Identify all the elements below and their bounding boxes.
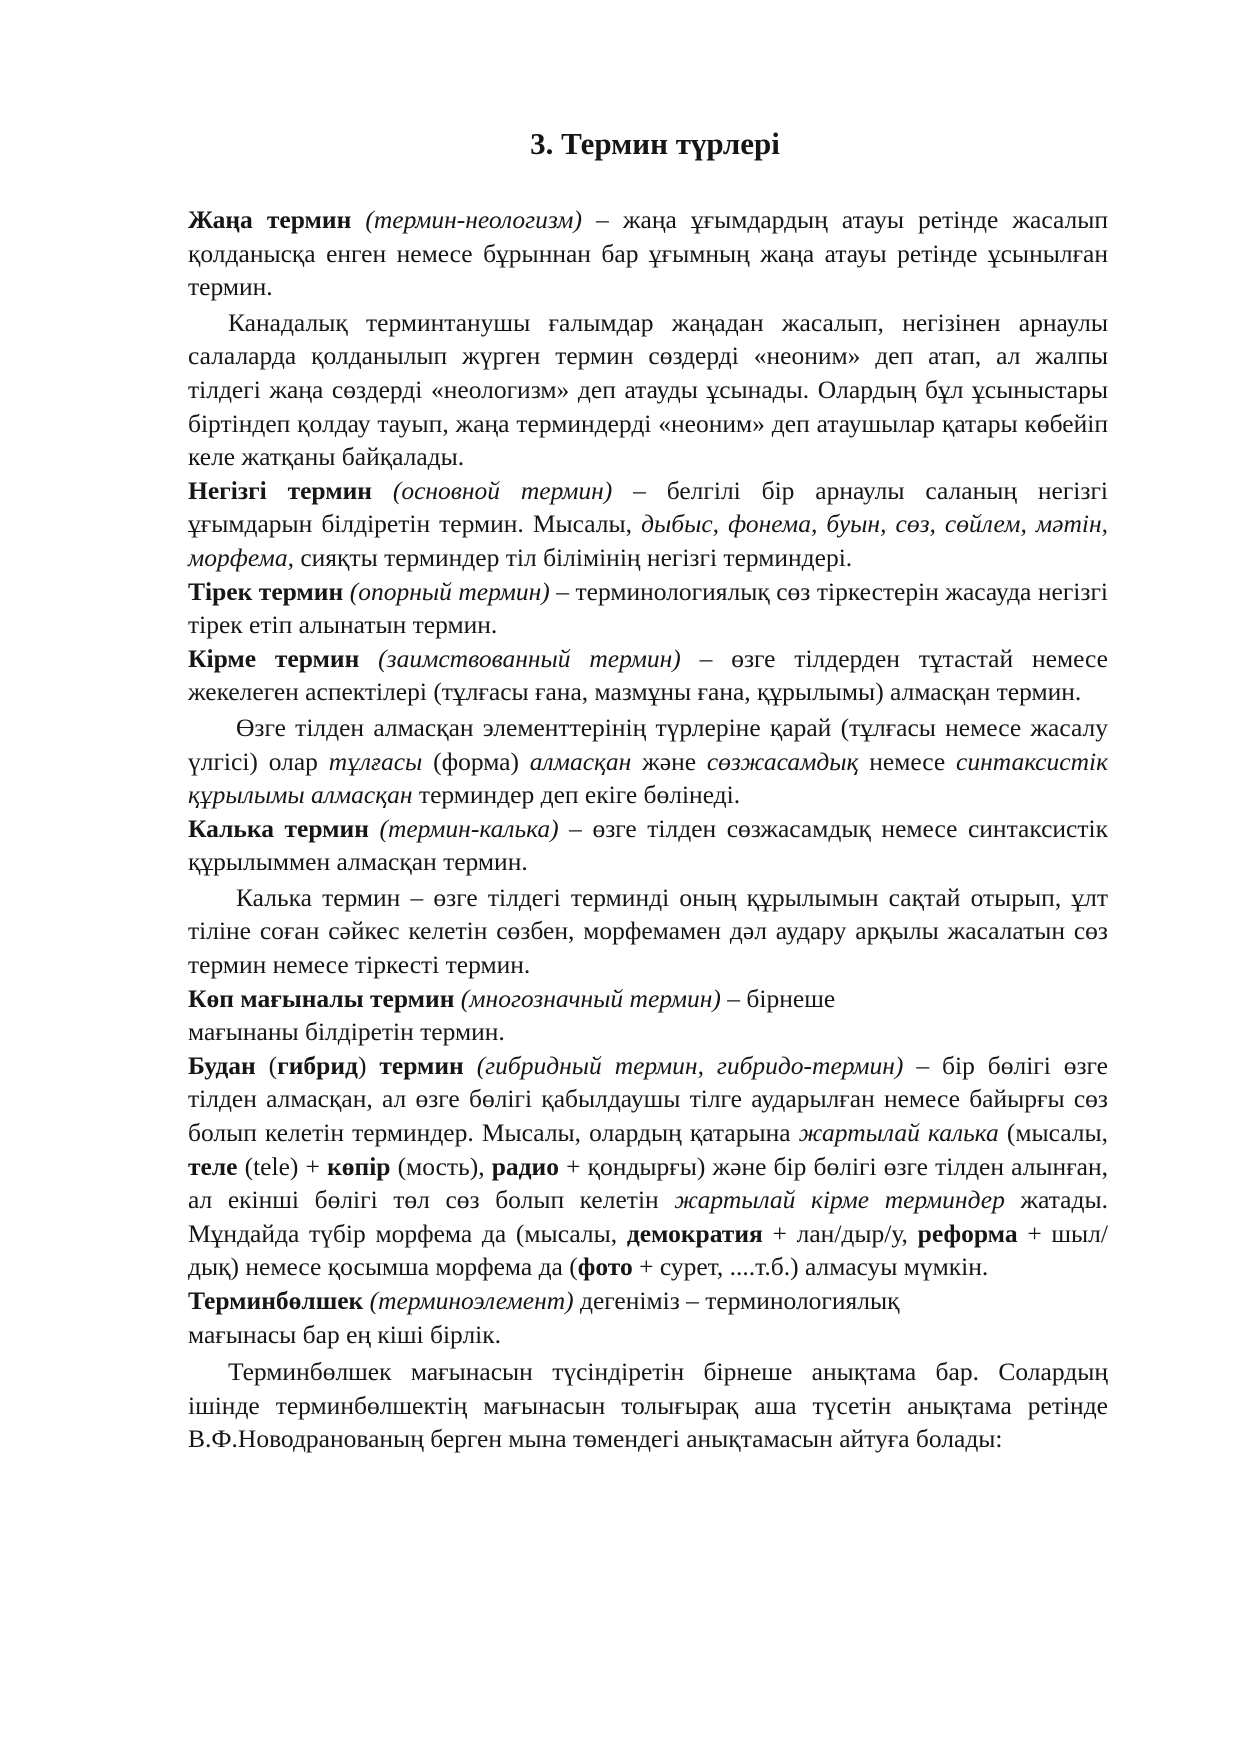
paragraph-calque-explanation: Калька термин – өзге тілдегі терминді оның құрылымын сақтай отырып, ұлт тіліне соған сәйкес келетін сөзбен, морфемамен дәл аудару арқылы жасалатын сөз термин немесе тіркесті термин. <box>188 882 1108 980</box>
paragraph-new-term <box>188 203 1108 304</box>
paragraph-borrowed-types: Өзге тілден алмасқан элементтерінің түрлеріне қарай (тұлғасы немесе жасалу үлгісі) олар тұлғасы (форма) алмасқан және сөзжасамдық немесе синтаксистік құрылымы алмасқан терминдер деп екіге бөлінеді. <box>188 712 1108 810</box>
term-translation: (гибридный термин, гибридо-термин) <box>476 1050 904 1080</box>
example-terms: дыбыс, фонема, буын, сөз, сөйлем, мәтін, морфема, <box>188 509 1108 572</box>
term-name: Терминбөлшек <box>188 1286 364 1315</box>
term-translation: (заимствованный термин) <box>378 643 681 673</box>
paragraph-polysemous-term: Көп мағыналы термин (многозначный термин) – бірнеше мағынаны білдіретін термин. <box>188 983 836 1047</box>
paragraph-term-element-definition: Терминбөлшек мағынасын түсіндіретін бірнеше анықтама бар. Солардың ішінде терминбөлшектің мағынасын толығырақ аша түсетін анықтама ретінде В.Ф.Новодранованың берген мына төмендегі анықтамасын айтуға болады: <box>188 1357 1108 1454</box>
section-title: 3. Термин түрлері <box>530 126 780 161</box>
document-body <box>188 203 1108 1456</box>
term-name: Калька термин <box>188 813 369 843</box>
term-translation: (термин-неологизм) <box>365 205 582 234</box>
term-translation: (опорный термин) <box>349 576 550 606</box>
paragraph-calque-term: Калька термин (термин-калька) – өзге тілден сөзжасамдық немесе синтаксистік құрылыммен алмасқан термин. <box>188 813 1108 877</box>
term-name: Тірек термин <box>188 576 344 606</box>
term-translation: (термин-калька) <box>379 813 559 843</box>
paragraph-hybrid-term: Будан (гибрид) термин (гибридный термин, гибридо-термин) – бір бөлігі өзге тілден алмасқан, ал өзге бөлігі қабылдаушы тілге аударылған немесе байырғы сөз болып келетін терминдер. Мысалы, олардың қатарына жартылай калька (мысалы, теле (tele) + көпір (мость), радио + қондырғы) және бір бөлігі өзге тілден алынған, ал екінші бөлігі төл сөз болып келетін жартылай кірме терминдер жатады. Мұндайда түбір морфема да (мысалы, демократия + лан/дыр/у, реформа + шыл/дық) немесе қосымша морфема да (фото + сурет, ....т.б.) алмасуы мүмкін. <box>188 1050 1109 1282</box>
term-name: Көп мағыналы термин <box>188 983 455 1013</box>
paragraph-support-term: Тірек термин (опорный термин) – терминологиялық сөз тіркестерін жасауда негізгі тірек етіп алынатын термин. <box>188 576 1108 640</box>
term-translation: (многозначный термин) <box>460 983 721 1013</box>
paragraph-term-element: Терминбөлшек (терминоэлемент) дегеніміз – терминологиялық мағынасы бар ең кіші бірлік. <box>188 1286 900 1349</box>
term-translation: (основной термин) <box>392 475 613 505</box>
paragraph-borrowed-term: Кірме термин (заимствованный термин) – өзге тілдерден тұтастай немесе жекелеген аспектілері (тұлғасы ғана, мазмұны ғана, құрылымы) алмасқан термин. <box>188 643 1108 707</box>
term-name: Жаңа термин <box>188 205 352 234</box>
term-definition: – жаңа ұғымдардың атауы ретінде жасалып қолданысқа енген немесе бұрыннан бар ұғымның жаңа атауы ретінде ұсынылған термин. <box>188 205 1108 302</box>
term-name: Кірме термин <box>188 643 360 673</box>
term-name: Негізгі термин <box>188 475 372 505</box>
term-translation: (терминоэлемент) <box>369 1286 574 1315</box>
paragraph-neonym: Канадалық терминтанушы ғалымдар жаңадан жасалып, негізінен арнаулы салаларда қолданылып жүрген термин сөздерді «неоним» деп атап, ал жалпы тілдегі жаңа сөздерді «неологизм» деп атауды ұсынады. Олардың бұл ұсыныстары біртіндеп қолдау тауып, жаңа терминдерді «неоним» деп атаушылар қатары көбейіп келе жатқаны байқалады. <box>188 307 1108 472</box>
paragraph-basic-term: Негізгі термин (основной термин) – белгілі бір арнаулы саланың негізгі ұғымдарын білдіретін термин. Мысалы, дыбыс, фонема, буын, сөз, сөйлем, мәтін, морфема, сияқты терминдер тіл білімінің негізгі терминдері. <box>188 475 1108 572</box>
term-name: Будан <box>188 1050 256 1080</box>
